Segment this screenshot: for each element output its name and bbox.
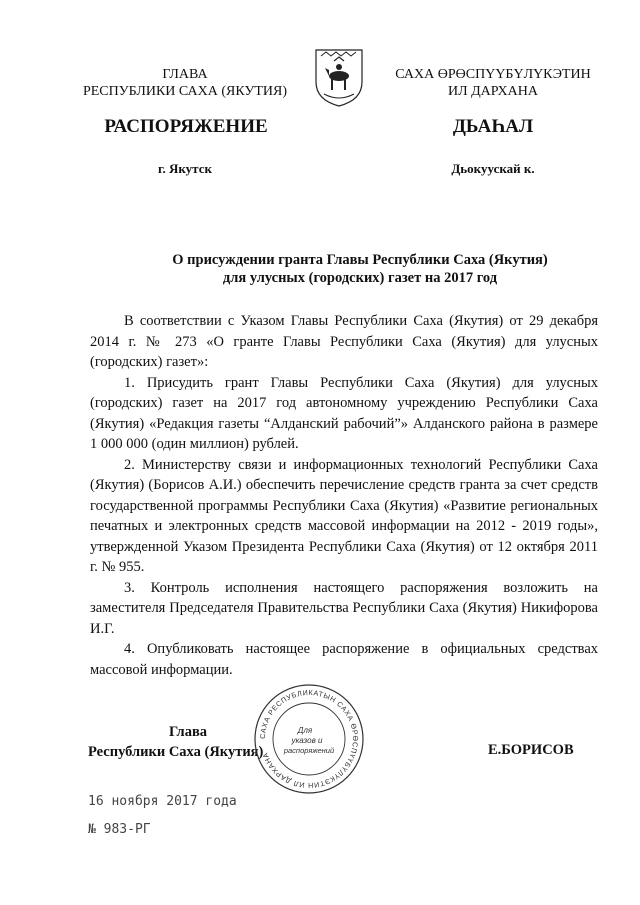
city-ru: г. Якутск	[158, 161, 212, 176]
signatory-title-line1: Глава	[168, 724, 208, 740]
clause-3: 3. Контроль исполнения настоящего распоряжения возложить на заместителя Председателя Правительства Республики Саха (Якутия) Никифорова И.Г.	[90, 579, 598, 637]
signatory-title-line2: Республики Саха (Якутия)	[88, 744, 264, 760]
document-date: 16 ноября 2017 года	[88, 794, 237, 809]
clause-1: 1. Присудить грант Главы Республики Саха (Якутия) для улусных (городских) газет на 2017 год автономному учреждению Республики Саха (Якутия) «Редакция газеты “Алданский рабочий”» Алданского района в размере 1 000 000 (один миллион) рублей.	[90, 374, 598, 452]
seal-center-line3: распоряжений	[283, 746, 335, 755]
seal-ring-text: САХА РЕСПУБЛИКАТЫН САХА ӨРӨСПҮҮБҮЛҮКЭТИН ИЛ ДАРХАНА	[257, 687, 361, 791]
header-right	[378, 66, 608, 100]
header-right-line2: ИЛ ДАРХАНА	[447, 84, 538, 99]
preamble-paragraph: В соответствии с Указом Главы Республики Саха (Якутия) от 29 декабря 2014 г. № 273 «О гранте Главы Республики Саха (Якутия) для улусных (городских) газет»:	[90, 313, 598, 370]
header-left-line1: ГЛАВА	[162, 67, 208, 82]
document-body	[90, 311, 598, 680]
doc-type-sakha: ДЬАҺАЛ	[452, 116, 534, 137]
header-left-line2: РЕСПУБЛИКИ САХА (ЯКУТИЯ)	[82, 84, 288, 99]
clause-4: 4. Опубликовать настоящее распоряжение в официальных средствах массовой информации.	[90, 641, 598, 678]
title-line1: О присуждении гранта Главы Республики Саха (Якутия)	[172, 252, 548, 268]
title-line2: для улусных (городских) газет на 2017 год	[222, 270, 498, 286]
signatory-name: Е.БОРИСОВ	[488, 742, 574, 758]
official-seal	[253, 683, 365, 795]
coat-of-arms-icon	[310, 46, 368, 108]
signatory-title	[88, 722, 268, 762]
city-sakha: Дьокуускай к.	[451, 161, 535, 176]
header-left	[80, 66, 290, 100]
document-number: № 983-РГ	[88, 822, 151, 837]
document-title	[90, 251, 630, 287]
seal-center-line1: Для	[297, 726, 313, 735]
clause-2: 2. Министерству связи и информационных технологий Республики Саха (Якутия) (Борисов А.И.) обеспечить перечисление средств гранта за счет средств государственной программы Республики Саха (Якутия) «Развитие региональных печатных и электронных средств массовой информации на 2012 - 2019 годы», утвержденной Указом Президента Республики Саха (Якутия) от 12 октября 2011 г. № 955.	[90, 456, 598, 575]
doc-type-ru: РАСПОРЯЖЕНИЕ	[104, 116, 268, 137]
seal-center-line2: указов и	[291, 736, 323, 745]
header-right-line1: САХА ӨРӨСПҮҮБҮЛҮКЭТИН	[395, 67, 591, 82]
